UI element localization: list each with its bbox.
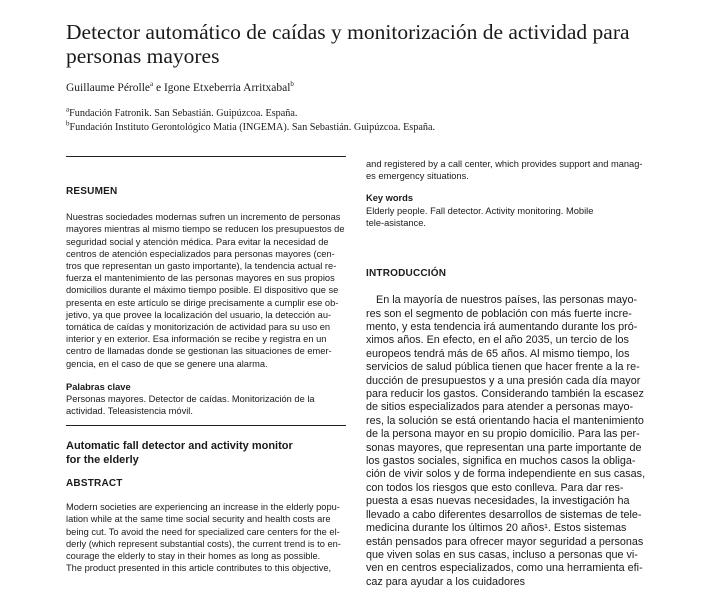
text-line: de sitios especializados para atender a personas mayo- (366, 401, 634, 414)
text-line: gencia, en el caso de que se genere una alarma. (66, 358, 268, 369)
author-separator: e (153, 82, 164, 94)
text-line: and registered by a call center, which provides support and manag- (366, 159, 643, 169)
author-list (66, 82, 294, 94)
english-section (66, 440, 346, 574)
text-line: being cut. To avoid the need for specialized care centers for the el- (66, 526, 340, 537)
text-line: presenta en este artículo se dirige precisamente a cumplir ese ob- (66, 297, 339, 308)
affiliation (66, 119, 436, 133)
text-line: mento, y esta tendencia irá aumentando durante los pró- (366, 321, 638, 334)
text-line: llevado a cabo diferentes desarrollos de sistemas de tele- (366, 508, 642, 521)
text-line: En la mayoría de nuestros países, las personas mayo- (376, 294, 638, 307)
text-line: centro de llamadas donde se gestionan las situaciones de emer- (66, 346, 332, 357)
keywords-body (366, 205, 646, 229)
introduccion-heading: INTRODUCCIÓN (366, 268, 447, 279)
text-line: tros que representan un gasto importante), la tendencia actual re- (66, 261, 337, 272)
text-line: res son el segmento de población con más fuerte incre- (366, 307, 632, 320)
introduccion-body (366, 294, 648, 589)
text-line: res, la solución se está orientando hacia el mantenimiento (366, 414, 644, 427)
text-line: están pensados para ofrecer mayor seguridad a personas (366, 535, 644, 548)
text-line: los gastos sociales, significa en muchos casos la obliga- (366, 455, 636, 468)
text-line: derly (which represent substantial costs), the current trend is to en- (66, 538, 341, 549)
text-line: para reducir los gastos. Considerando también la escasez (366, 388, 644, 401)
text-line: con todos los riesgos que esto conlleva. Para dar res- (366, 481, 624, 494)
keywords-heading: Palabras clave (66, 381, 131, 392)
author-name: Igone Etxeberria Arritxabal (163, 82, 291, 94)
divider (66, 156, 346, 157)
text-line: medicina durante los últimos 20 años¹. Estos sistemas (366, 522, 627, 535)
affiliation (66, 105, 298, 119)
text-line: centros de atención especializados para personas mayores (cen- (66, 248, 335, 259)
abstract-heading: ABSTRACT (66, 478, 123, 489)
article-title: Detector automático de caídas y monitorización de actividad para personas mayores (66, 20, 630, 68)
abstract-body (66, 501, 346, 574)
text-line: ducción de presupuestos y a una presión cada día mayor (366, 374, 641, 387)
text-line: tomática de caídas y monitorización de actividad para su uso en (66, 322, 331, 333)
text-line: lation while at the same time social security and health costs are (66, 514, 331, 525)
text-line: seguridad social y atención médica. Para evitar la necesidad de (66, 236, 329, 247)
text-line: Modern societies are experiencing an increase in the elderly popu- (66, 502, 340, 513)
english-title (66, 440, 346, 467)
text-line: de la persona mayor en su propio domicilio. Para las per- (366, 428, 640, 441)
affiliation-text: Fundación Fatronik. San Sebastián. Guipúzcoa. España. (69, 108, 298, 119)
text-line: Elderly people. Fall detector. Activity monitoring. Mobile (366, 205, 594, 216)
text-line: interior y en exterior. Esa información se recibe y registra en un (66, 334, 327, 345)
text-line: actividad. Teleasistencia móvil. (66, 406, 193, 417)
text-line: mayores mientras al mismo tiempo se reducen los presupuestos de (66, 224, 345, 235)
keywords-heading: Key words (366, 193, 414, 204)
text-line: domicilios durante el máximo tiempo posible. El dispositivo que se (66, 285, 339, 296)
text-line: servicios de salud pública tienen que hacer frente a la re- (366, 361, 640, 374)
affiliation-marker: b (290, 80, 294, 89)
abstract-continued (366, 158, 646, 229)
affiliation-text: Fundación Instituto Gerontológico Matia (INGEMA). San Sebastián. Guipúzcoa. España. (69, 122, 436, 133)
text-line: tele-asistance. (366, 217, 426, 228)
text-line: Nuestras sociedades modernas sufren un incremento de personas (66, 212, 341, 223)
affiliation-marker: a (150, 80, 154, 89)
text-line: europeos tendrá más de 65 años. Al mismo tiempo, los (366, 347, 630, 360)
text-line: sonas mayores, que representan una parte importante de (366, 441, 642, 454)
keywords-body (66, 393, 346, 417)
english-title-line: for the elderly (66, 453, 139, 466)
text-line: fuerza el mantenimiento de las personas mayores en sus propios (66, 273, 335, 284)
resumen-section (66, 186, 346, 417)
text-line: ción de vivir solos y de forma independiente en sus casas, (366, 468, 646, 481)
text-line: jetivo, ya que provee la localización del usuario, la detección au- (66, 309, 332, 320)
author-name: Guillaume Pérolle (66, 82, 150, 94)
english-title-line: Automatic fall detector and activity monitor (66, 440, 293, 452)
text-line: puesta a esas nuevas necesidades, la investigación ha (366, 495, 630, 508)
affiliation-marker: a (66, 105, 70, 114)
text-line: Personas mayores. Detector de caídas. Monitorización de la (66, 394, 315, 405)
text-line: ven en centros especializados, como una herramienta efi- (366, 562, 643, 575)
affiliation-marker: b (66, 119, 70, 128)
introduccion-section (366, 268, 648, 589)
text-line: The product presented in this article contributes to this objective, (66, 563, 332, 574)
text-line: ximos años. En efecto, en el año 2035, un tercio de los (366, 334, 629, 347)
text-line: caz para ayudar a los cuidadores (366, 575, 526, 588)
resumen-body (66, 211, 346, 370)
divider (66, 425, 346, 426)
text-line: que viven solas en sus casas, incluso a personas que vi- (366, 548, 638, 561)
resumen-heading: RESUMEN (66, 186, 118, 197)
text-line: es emergency situations. (366, 171, 469, 182)
text-line: courage the elderly to stay in their homes as long as possible. (66, 551, 321, 562)
